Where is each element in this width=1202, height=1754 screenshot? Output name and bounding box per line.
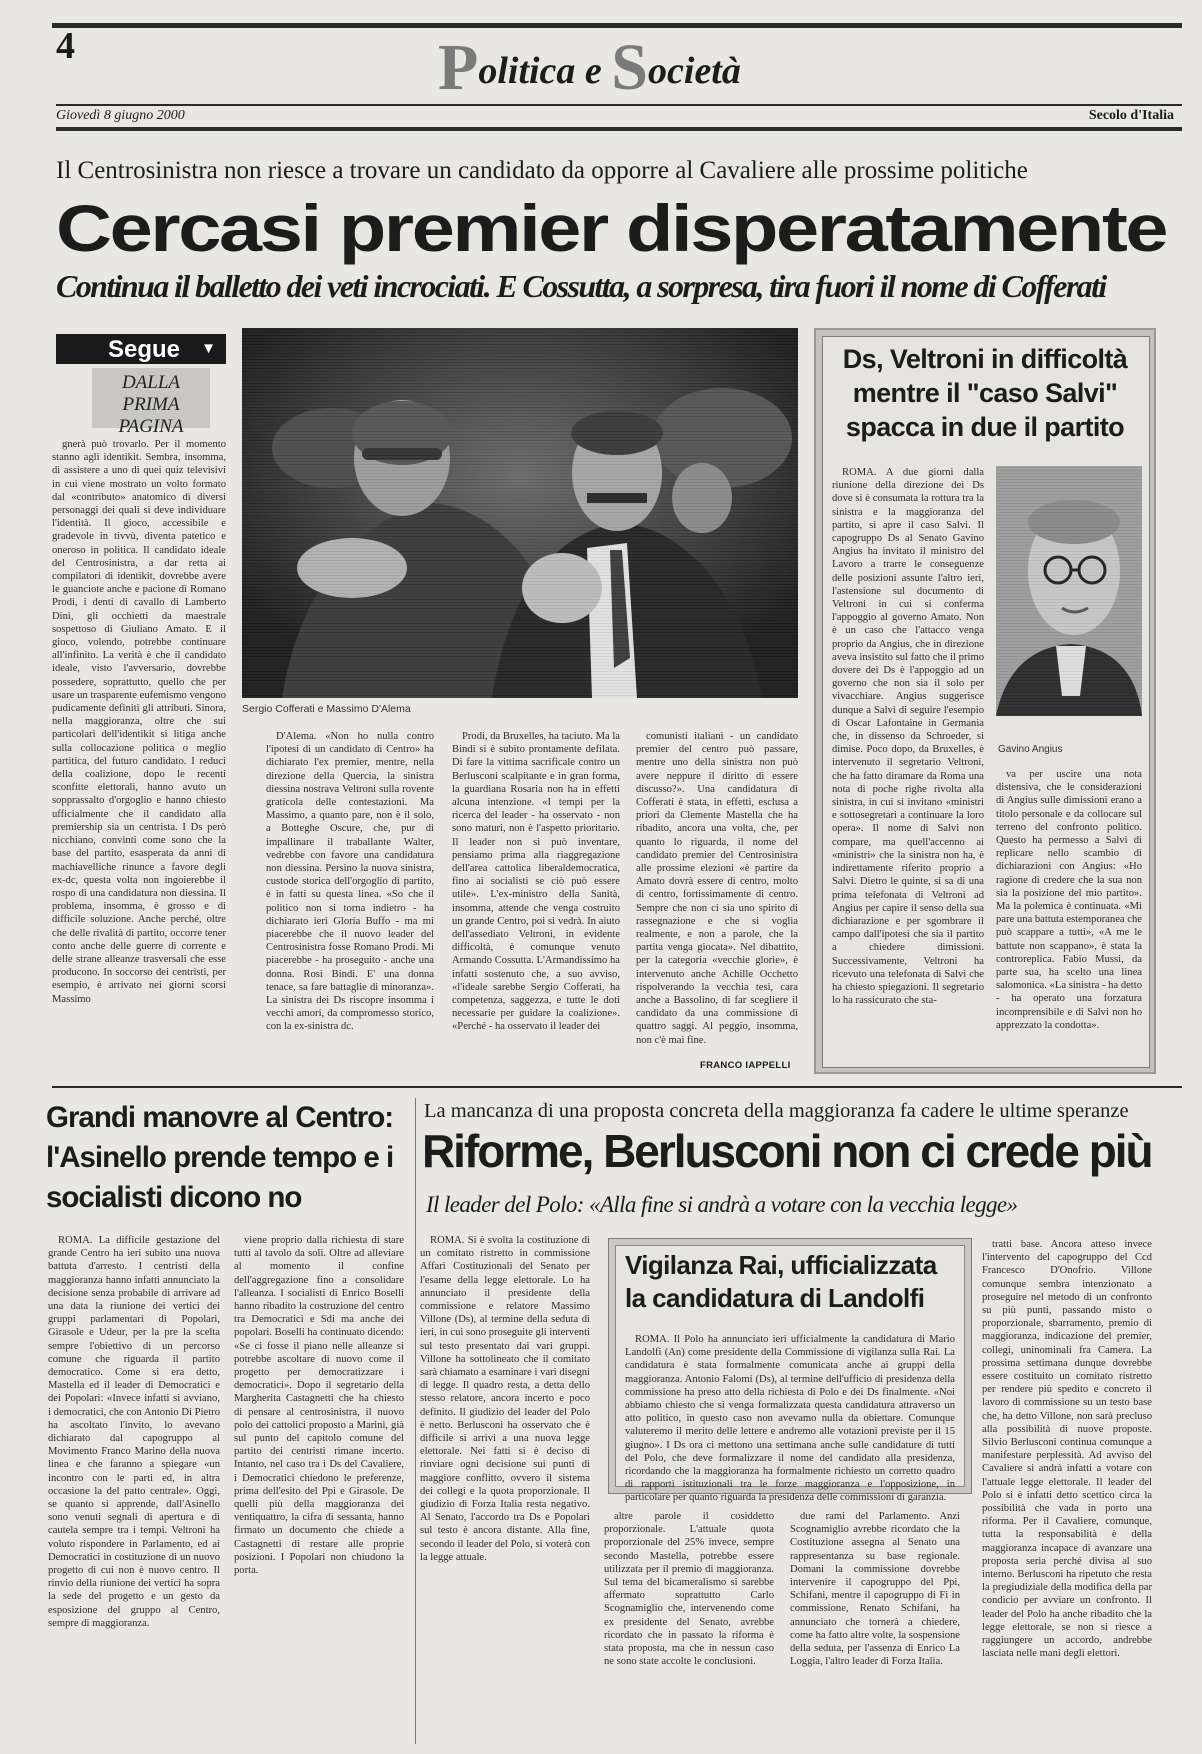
centro-column-2-text: viene proprio dalla richiesta di stare tutti al tavolo da soli. Oltre ad alleviare al momento il confine dell'aggregazione fino a consolidare l'alleanza. I socialisti di Enrico Boselli hanno ribadito la costruzione del centro tra Democratici e Sdi ma anche dei popolari. Boselli ha continuato dicendo: «Se ci fosse il piano nelle alleanze si potrebbe ascoltare di nuovo come il progetto per democratizzare i democratici». Dopo il segretario della Margherita Castagnetti che ha chiesto di pensare al centrosinistra, il nuovo polo dei cattolici proposto a Marini, già sul punto del capitolo comune del partito dei centristi rimane incerto. Intanto, nel caso tra i Ds del Cavaliere, i Democratici chiedono le preferenze, prima dell'esito del Ppi e Girasole. De quelli più della maggioranza dei ventiquattro, la cifra di sessanta, hanno firmato un documento che chiede a Castagnetti di restare alle proprie posizioni. I Popolari non chiudono la porta. [234,1235,404,1577]
photo-grain [242,328,798,698]
angius-photo-grain [996,466,1142,716]
main-column-4-text: comunisti italiani - un candidato premier del centro può passare, mentre uno della sinistra non può avere neppure il diritto di essere discusso?». Una candidatura di Cofferati è stata, in effetti, esclusa a priori da Clemente Mastella che ha ribadito, ancora una volta, che, per quanto lo riguarda, il nome del candidato premier del Centrosinistra alle prossime elezioni «è partire da Amato dovrà essere di centro, molto di centro, fortissimamente di centro. Sempre che non ci sia uno spirito di rassegnazione e che si voglia realmente, e non a parole, che la partita venga giocata». Nel dibattito, per la categoria «vecchie glorie», è intervenuto anche Achille Occhetto rispolverando la vecchia tesi, cara anche a Bassolino, di far scegliere il candidato da una commissione di quattro saggi. Al peggio, insomma, non c'è mai fine. [636,731,798,1046]
paper-name: Secolo d'Italia [1088,108,1174,123]
riforme-column-2 [604,1510,774,1742]
veltroni-box [814,328,1156,1074]
main-column-2 [266,730,434,1070]
main-column-1-text: gnerà può trovarlo. Per il momento stanno agli identikit. Sembra, insomma, di assistere a uno di quei quiz televisivi in cui viene mostrato un volto formato dal «contributo» anatomico di diversi personaggi dei quali si deve individuare l'identità. Il gioco, accessibile e gradevole in tivvù, diventa patetico e oneroso in politica. Il candidato ideale del Centrosinistra, a dar retta ai compilatori di identikit, dovrebbe avere le guanciote anche e pacione di Romano Prodi, i denti di cavallo di Lamberto Dini, gli occhietti da maestrale sospettoso di Giuliano Amato. E il gioco, volendo, potrebbe continuare all'infinito. La verità è che il candidato ideale, visto l'avversario, dovrebbe possedere, soprattutto, quello che per usare un trasparente eufemismo vengono pudicamente definiti gli attributi. Sinora, nella maggioranza, oltre che sui particolari dell'identikit si litiga anche sulla collocazione politica o meglio partitica, del futuro candidato. I reduci della coalizione, dopo le recenti sconfitte elettorali, hanno avuto un sopprassalto d'orgoglio e hanno chiesto ufficialmente che il candidato alla premiership sia un centrista. I Ds però nicchiano, convinti come sono che la base del partito, esasperata da anni di machiavelliche rinunce a favore degli ex-dc, questa volta non ingoierebbe il rospo di una candidatura non diessina. Il problema, insomma, è grosso e di difficile soluzione. Anche perché, oltre che delle rivalità di partito, occorre tener conto anche delle guerre di corrente e delle strane alleanze trasversali che esse producono. In soccorso dei centristi, per esempio, è arrivato nei giorni scorsi Massimo [52,439,226,1005]
section-cap-s: S [611,31,649,104]
section-cap-p: P [438,31,479,104]
riforme-column-3 [790,1510,960,1742]
rai-headline: Vigilanza Rai, ufficializzata la candidatura di Landolfi [625,1250,937,1313]
main-subhead: Continua il balletto dei veti incrociati. E Cossutta, a sorpresa, tira fuori il nome di Cofferati [56,268,1106,304]
main-photo-caption: Sergio Cofferati e Massimo D'Alema [242,703,411,715]
riforme-column-4 [982,1238,1152,1742]
main-photo [242,328,798,698]
riforme-subhead: Il leader del Polo: «Alla fine si andrà a votare con la vecchia legge» [426,1192,1018,1217]
main-column-3 [452,730,620,1070]
veltroni-headline: Ds, Veltroni in difficoltà mentre il "caso Salvi" spacca in due il partito [842,344,1128,442]
centro-column-1 [48,1234,220,1742]
issue-date: Giovedì 8 giugno 2000 [56,108,185,123]
segue-banner [56,334,226,364]
top-rule [52,23,1182,28]
lower-section-rule [52,1086,1182,1088]
main-column-2-text: D'Alema. «Non ho nulla contro l'ipotesi di un candidato di Centro» ha dichiarato l'ex premier, mentre, nella direzione della Quercia, la sinistra diessina nostrava Veltroni sulla rovente graticola delle contestazioni. Ma Massimo, a quanto pare, non è il solo, a Botteghe Oscure, che, pur di impallinare il traballante Walter, vedrebbe con favore una candidatura non diessina. Persino la nuova sinistra, custode storica dell'orgoglio di partito, è in fatti su questa linea. «So che il politico non si torna indietro - ha dichiarato ieri Gloria Buffo - ma mi piacerebbe che il nuovo leader del Centrosinistra fosse Romano Prodi. Mi piacerebbe - ha proseguito - anche una donna. Rosi Bindi. E' una donna tenace, sa fare battaglie di minoranza». La sinistra dei Ds riscopre insomma i vecchi amori, da compromesso storico, con la ex-sinistra dc. [266,731,434,1033]
lower-column-rule [415,1098,416,1744]
main-column-3-text: Prodi, da Bruxelles, ha taciuto. Ma la Bindi si è subito prontamente defilata. Di fare la vittima sacrificale contro un Berlusconi scalpitante e in gran forma, la guardiana Rosaria non ha in effetti alcuna intenzione. «I tempi per la ricerca del leader - ha osservato - non sono maturi, non è l'aspetto prioritario. Il leader non si può inventare, pensiamo prima alla riaggregazione dell'area cattolica liberaldemocratica, fino ai socialisti se ciò può essere utile». L'ex-ministro della Sanità, insomma, attende che venga costruito un grande Centro, poi si vedrà. In aiuto dell'assediato Veltroni, in evidente difficoltà, è comunque venuto Armando Cossutta. L'Armandissimo ha infatti sostenuto che, a suo avviso, «l'ideale sarebbe Sergio Cofferati, ha competenza, saggezza, e tutte le doti necessarie per guidare la coalizione». «Perché - ha osservato il leader dei [452,731,620,1033]
centro-column-2 [234,1234,404,1742]
main-byline: FRANCO IAPPELLI [700,1060,791,1071]
centro-headline: Grandi manovre al Centro: l'Asinello prende tempo e i socialisti dicono no [46,1101,394,1214]
section-title [438,30,741,104]
date-rule [56,127,1182,131]
veltroni-column-1-text: ROMA. A due giorni dalla riunione della direzione dei Ds dove si è consumata la rottura tra la sinistra e la maggioranza del partito, si apre il caso Salvi. Il capogruppo Ds al Senato Gavino Angius ha invitato il ministro del Lavoro a trarre le conseguenze delle posizioni assunte l'altro ieri, l'astensione sul documento di Veltroni in cui si conferma l'appoggio al governo Amato. Non è un caso che l'attacco venga proprio da Angius, che in direzione aveva insistito sul fatto che il primo dovere dei Ds è l'appoggio ad un governo che non sia il solo per vivacchiare. Angius suggerisce dunque a Salvi di seguire l'esempio di Oscar Lafontaine in Germania che, in dissenso da Schroeder, si dimise. Poco dopo, da Bruxelles, è intervenuto il segretario Veltroni, che ha fatto diramare da Roma una nota di poche righe rivolta alla sinistra, in cui si invitano «ministri e sottosegretari a continuare la loro opera». Il nome di Salvi non compare, ma quell'accenno ai «ministri» che la sinistra non ha, è indirettamente riferito proprio a Salvi. Dietro le quinte, si sa di una prima telefonata di Veltroni ad Angius per capire il senso della sua dichiarazione e per sgombrare il campo dall'ipotesi che sia il partito a chiedere dimissioni. Successivamente, Veltroni ha ricevuto una telefonata di Salvi che ha chiesto spiegazioni. Il segretario lo ha rassicurato che sta- [832,467,984,1007]
riforme-kicker: La mancanza di una proposta concreta della maggioranza fa cadere le ultime speranze [424,1100,1129,1122]
riforme-column-1-text: ROMA. Si è svolta la costituzione di un comitato ristretto in commissione Affari Costituzionali del Senato per l'esame della legge elettorale. Lo ha annunciato il presidente della commissione e relatore Massimo Villone (Ds), al termine della seduta di ieri, in cui sono proseguite gli interventi sul testo presentato dai vari gruppi. Villone ha sottolineato che il comitato sarà chiamato a esaminare i vari disegni di legge. Il quadro resta, a detta dello stesso relatore, ancora incerto e poco definito. Il giudizio del leader del Polo è netto. Berlusconi ha osservato che è difficile si arrivi a una nuova legge elettorale. Nei fatti si è deciso di rinviare ogni decisione sui punti di maggiore conflitto, ovvero il sistema dei collegi e la quota proporzionale. Il giudizio di Forza Italia resta negativo. Al Senato, l'accordo tra Ds e Popolari sul testo è ancora distante. Alla fine, secondo il leader del Polo, si voterà con la legge attuale. [420,1235,590,1563]
masthead-rule [56,104,1182,106]
page-number: 4 [56,25,75,67]
centro-column-1-text: ROMA. La difficile gestazione del grande Centro ha ieri subito una nuova battuta d'arresto. I centristi della maggioranza hanno infatti annunciato la decisione senza probabile di arrivare ad una data la riunione dei vertici dei gruppi parlamentari di Popolari, Girasole e Udeur, per la pre la scelta sempre l'obiettivo di un percorso comune che riguarda il partito democratico. Come si era detto, Mastella ed il leader di Democratici e dei Popolari: «Invece infatti si avviano, i democratici, che con Antonio Di Pietro ha ascoltato l'invito, lo avevano dichiarato dal capogruppo al Movimento Franco Marino della nuova linea e che faranno a spiegare «un incontro con le parti ed, in altra occasione la del patto centrale». Oggi, se quanto si apprende, dall'Asinello sono venuti segnali di apertura e di cautela sempre tra i tempi. Veltroni ha voluto rispondere in Parlamento, ed ai Democratici in costituzione di un nuovo progetto di cui non è nuovo centro. Il rinvio della riunione dei vertici ha sopra la sede del progetto e un gesto da esposizione del gruppo al Centro, sempre di maggioranza. [48,1235,220,1629]
angius-photo [996,466,1142,716]
segue-line-2: PRIMA PAGINA [118,394,184,437]
section-word-societa: ocietà [648,50,741,92]
riforme-column-4-text: tratti base. Ancora atteso invece l'intervento del capogruppo del Ccd Francesco D'Onofrio. Villone comunque sembra intenzionato a proseguire nel metodo di un confronto su più punti, passando misto o proporzionale, sbarramento, premio di maggioranza, indicazione del premier, collegi, uninominali fra Camera. La prossima settimana dunque dovrebbe essere costituito un comitato ristretto per rendere più spedito e concreto il lavoro di commissione su un testo base che, ha detto Villone, non sarà precluso alla possibilità di nuove proposte. Silvio Berlusconi continua comunque a manifestare perplessità. Ad avviso del Cavaliere si andrà infatti a votare con l'attuale legge elettorale. Il leader del Polo si è infatti detto scettico circa la possibilità che vada in porto una riforma. Per il Cavaliere, comunque, tutta la responsabilità è della maggioranza incapace di avanzare una proposta seria perché divisa al suo interno. Berlusconi ha ripetuto che resta la pregiudiziale della modifica della par condicio per avviare un confronto. Il leader del Polo ha anche ribadito che la legge elettorale, se non si riesce a raggiungere un accordo, andrebbe lasciata nelle mani degli elettori. [982,1239,1152,1660]
rai-box [608,1238,972,1504]
riforme-column-3-text: due rami del Parlamento. Anzi Scognamiglio avrebbe ricordato che la Costituzione assegna al Senato una rappresentanza su base regionale. Domani la commissione dovrebbe intervenire il capogruppo del Ppi, Schifani, mentre il capogruppo di Fi in commissione, Renato Schifani, ha annunciato che tornerà a chiedere, come ha fatto altre volte, la sospensione della seduta, per l'assenza di Enrico La Loggia, l'altro leader di Forza Italia. [790,1511,960,1668]
segue-from-box [92,368,210,437]
main-column-4 [636,730,798,1056]
section-word-politica: olitica e [478,50,612,92]
rai-body [625,1333,955,1504]
angius-caption: Gavino Angius [998,744,1063,755]
veltroni-column-1 [832,466,984,1060]
segue-label: Segue [108,336,181,363]
segue-line-1: DALLA [121,372,181,393]
rai-body-text: ROMA. Il Polo ha annunciato ieri ufficialmente la candidatura di Mario Landolfi (An) come presidente della Commissione di vigilanza sulla Rai. La candidatura è stata formalmente comunicata anche ai gruppi della maggioranza. Antonio Falomi (Ds), al termine dell'ufficio di presidenza della commissione ha preso atto della richiesta di Polo e dei Ds finalmente. «Noi abbiamo chiesto che si venga formalizzata questa candidatura attraverso un atto politico, in questo caso non avevamo nulla da obiettare. Comunque valuteremo il merito delle lettere e andremo alle votazioni previste per il 15 giugno». I Ds ora ci mettono una settimana anche sulle candidature di tutti del Polo, che deve formalizzare il nome del candidato alla presidenza, ricordando che la maggioranza ha formalmente richiesto un corretto quadro di rapporti istituzionali tra le forze maggioranza e l'opposizione, in particolare per quanto riguarda la presidenza delle commissioni di garanzia. [625,1334,955,1504]
segue-arrow-icon: ▼ [201,340,216,357]
veltroni-column-2 [996,768,1142,1060]
main-headline: Cercasi premier disperatamente [56,191,1167,265]
main-kicker: Il Centrosinistra non riesce a trovare un candidato da opporre al Cavaliere alle prossime politiche [56,157,1028,184]
veltroni-column-2-text: va per uscire una nota distensiva, che le considerazioni di Angius sulle dimissioni erano a titolo personale e da collocare sul terreno del confronto politico. Questo ha permesso a Salvi di replicare nello scambio di dichiarazioni con Angius: «Ho ragione di credere che la sua non sia la posizione del mio partito». Ma la polemica è continuata. «Mi pare una battuta estemporanea che può scappare a tutti», «A me le battute non scappano», è stata la controreplica. Fabio Mussi, da parte sua, ha scelto una linea salomonica. «La sinistra - ha detto - ha operato una forzatura incomprensibile e di Salvi non ho apprezzato la condotta». [996,769,1142,1031]
riforme-column-2-text: altre parole il cosiddetto proporzionale. L'attuale quota proporzionale del 25% invece, sempre secondo Mastella, potrebbe essere utilizzata per il premio di maggioranza. Sul tema del bicameralismo si sarebbe affermato soprattutto Carlo Scognamiglio che, intervenendo come ex presidente del Senato, avrebbe ricordato che in passato la riforma è stata proposta, ma che in nessun caso ne sono state accolte le conclusioni. [604,1511,774,1668]
riforme-column-1 [420,1234,590,1563]
riforme-headline: Riforme, Berlusconi non ci crede più [422,1125,1152,1177]
main-column-1 [52,438,226,1070]
